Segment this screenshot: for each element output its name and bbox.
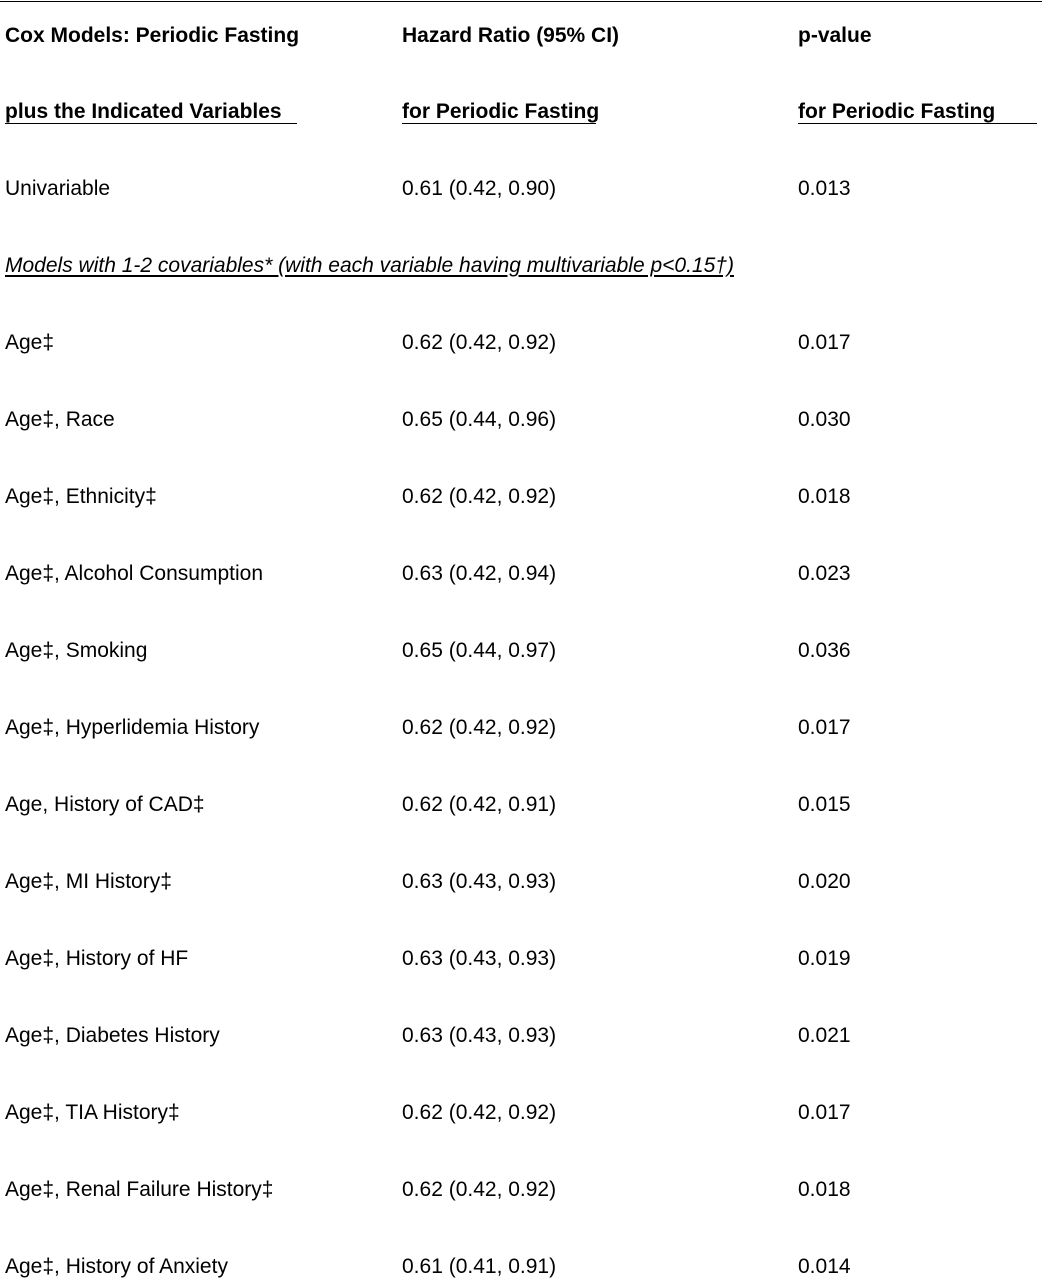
hr-cell: 0.62 (0.42, 0.92) [402,1101,557,1124]
table-row [0,482,1042,512]
p-value-cell: 0.018 [798,1178,851,1201]
model-cell: Age‡, Diabetes History [5,1024,220,1047]
table-row [0,559,1042,589]
model-cell: Age‡, Race [5,408,115,431]
header-rule-hr [402,123,596,124]
hr-cell: 0.61 (0.41, 0.91) [402,1255,557,1278]
header-hr-line1: Hazard Ratio (95% CI) [402,24,620,47]
hr-cell: 0.62 (0.42, 0.92) [402,331,557,354]
p-value-cell: 0.036 [798,639,851,662]
p-value-cell: 0.019 [798,947,851,970]
table-top-rule [0,1,1042,2]
hr-cell: 0.62 (0.42, 0.92) [402,1178,557,1201]
header-model-line2: plus the Indicated Variables [5,100,282,123]
table-row [0,713,1042,743]
table-row [0,1252,1042,1282]
p-value-cell: 0.017 [798,1101,851,1124]
p-value-cell: 0.021 [798,1024,851,1047]
table-row [0,405,1042,435]
model-cell: Age‡, History of HF [5,947,189,970]
model-cell: Age‡, Ethnicity‡ [5,485,157,508]
model-cell: Age‡, Hyperlidemia History [5,716,260,739]
hr-cell: 0.62 (0.42, 0.92) [402,716,557,739]
header-rule-model [5,123,297,124]
hr-cell: 0.61 (0.42, 0.90) [402,177,557,200]
p-value-cell: 0.020 [798,870,851,893]
hr-cell: 0.65 (0.44, 0.96) [402,408,557,431]
p-value-cell: 0.014 [798,1255,851,1278]
hr-cell: 0.62 (0.42, 0.91) [402,793,557,816]
model-cell: Age‡, Smoking [5,639,148,662]
table-row [0,328,1042,358]
table-row [0,1021,1042,1051]
header-p-line1: p-value [798,24,872,47]
header-model-line1: Cox Models: Periodic Fasting [5,24,300,47]
header-p-line2: for Periodic Fasting [798,100,996,123]
hr-cell: 0.63 (0.43, 0.93) [402,870,557,893]
model-cell: Age‡, Alcohol Consumption [5,562,263,585]
model-cell: Age‡, Renal Failure History‡ [5,1178,274,1201]
table-row [0,867,1042,897]
p-value-cell: 0.018 [798,485,851,508]
table-row [0,790,1042,820]
table-row [0,1175,1042,1205]
section-label: Models with 1-2 covariables* (with each variable having multivariable p<0.15†) [5,254,734,277]
p-value-cell: 0.017 [798,716,851,739]
model-cell: Age‡, MI History‡ [5,870,172,893]
p-value-cell: 0.015 [798,793,851,816]
model-cell: Age‡, TIA History‡ [5,1101,180,1124]
table-row [0,636,1042,666]
hr-cell: 0.63 (0.42, 0.94) [402,562,557,585]
hr-cell: 0.63 (0.43, 0.93) [402,1024,557,1047]
model-cell: Age‡, History of Anxiety [5,1255,228,1278]
table-row [0,1098,1042,1128]
model-cell: Age‡ [5,331,55,354]
table-row-univariable [0,174,1042,204]
hr-cell: 0.62 (0.42, 0.92) [402,485,557,508]
p-value-cell: 0.013 [798,177,851,200]
p-value-cell: 0.030 [798,408,851,431]
p-value-cell: 0.017 [798,331,851,354]
model-cell: Univariable [5,177,111,200]
model-cell: Age, History of CAD‡ [5,793,205,816]
header-row-1 [0,21,1042,51]
header-hr-line2: for Periodic Fasting [402,100,600,123]
p-value-cell: 0.023 [798,562,851,585]
hr-cell: 0.65 (0.44, 0.97) [402,639,557,662]
hr-cell: 0.63 (0.43, 0.93) [402,947,557,970]
table-row [0,944,1042,974]
header-rule-p [798,123,1037,124]
